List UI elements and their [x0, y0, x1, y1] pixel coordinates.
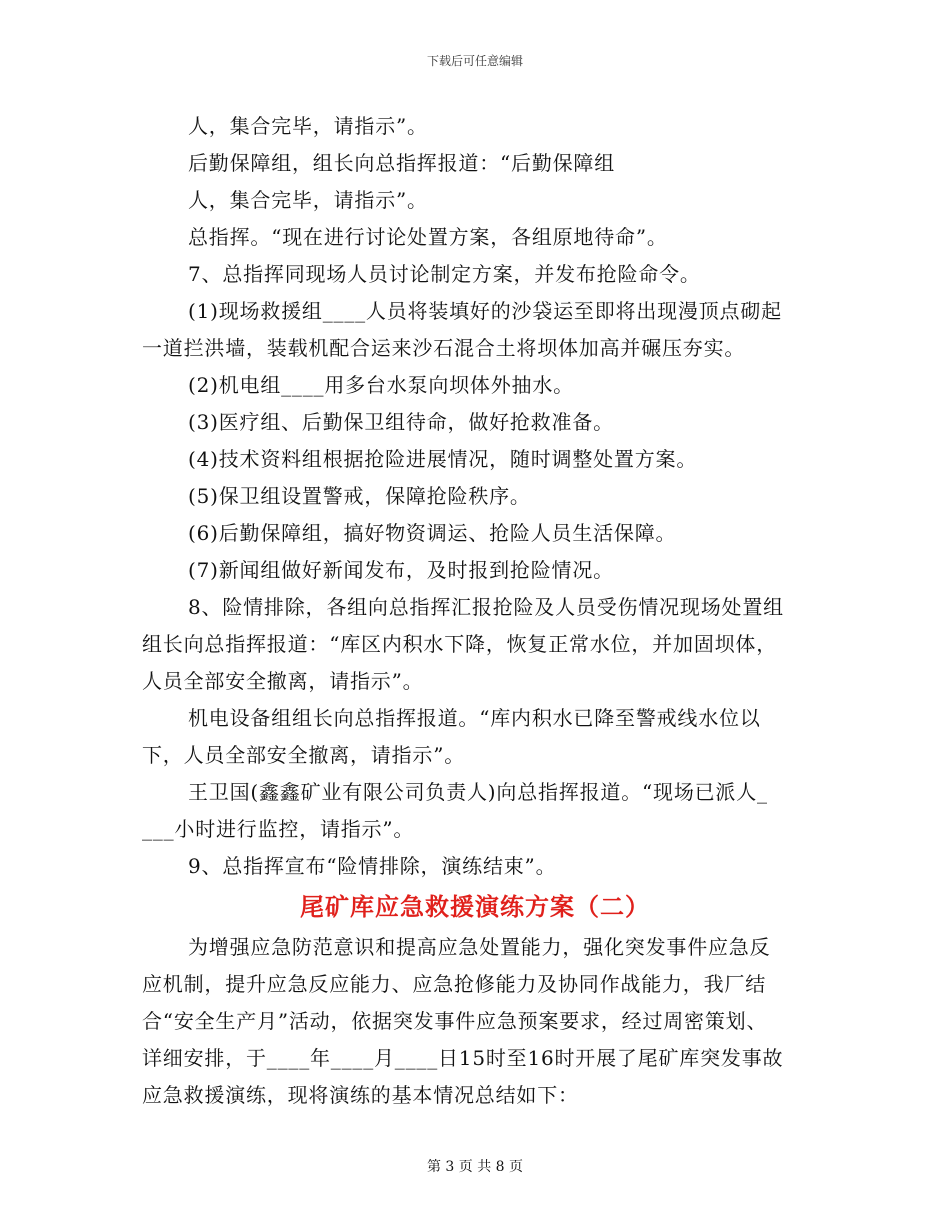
text-line: 人员全部安全撤离，请指示”。: [142, 669, 424, 693]
text-line: 王卫国(鑫鑫矿业有限公司负责人)向总指挥报道。“现场已派人_: [188, 780, 768, 804]
text-line: 下，人员全部安全撤离，请指示”。: [142, 743, 466, 767]
text-line: (5)保卫组设置警戒，保障抢险秩序。: [188, 484, 531, 508]
text-line: 人，集合完毕，请指示”。: [188, 114, 428, 138]
text-line: 合“安全生产月”活动，依据突发事件应急预案要求，经过周密策划、: [142, 1009, 768, 1033]
text-line: 9、总指挥宣布“险情排除，演练结束”。: [188, 854, 557, 878]
text-line: (3)医疗组、后勤保卫组待命，做好抢救准备。: [188, 410, 614, 434]
text-line: 组长向总指挥报道：“库区内积水下降，恢复正常水位，并加固坝体，: [142, 632, 778, 656]
text-line: 一道拦洪墙，装载机配合运来沙石混合土将坝体加高并碾压夯实。: [142, 336, 746, 360]
text-line: 应机制，提升应急反应能力、应急抢修能力及协同作战能力，我厂结: [142, 972, 766, 996]
text-line: ___小时进行监控，请指示”。: [142, 817, 415, 841]
text-line: (7)新闻组做好新闻发布，及时报到抢险情况。: [188, 558, 614, 582]
text-line: 总指挥。“现在进行讨论处置方案，各组原地待命”。: [188, 225, 668, 249]
text-line: 人，集合完毕，请指示”。: [188, 188, 428, 212]
page-footer: 第 3 页 共 8 页: [426, 1159, 524, 1175]
text-line: 8、险情排除，各组向总指挥汇报抢险及人员受伤情况现场处置组: [188, 595, 784, 619]
text-line: 为增强应急防范意识和提高应急处置能力，强化突发事件应急反: [188, 935, 771, 959]
text-line: 应急救援演练，现将演练的基本情况总结如下：: [142, 1083, 579, 1107]
text-line: 7、总指挥同现场人员讨论制定方案，并发布抢险命令。: [188, 262, 701, 286]
text-line: (1)现场救援组____人员将装填好的沙袋运至即将出现漫顶点砌起: [188, 299, 782, 323]
text-line: (6)后勤保障组，搞好物资调运、抢险人员生活保障。: [188, 521, 677, 545]
text-line: 机电设备组组长向总指挥报道。“库内积水已降至警戒线水位以: [188, 706, 761, 730]
text-line: (4)技术资料组根据抢险进展情况，随时调整处置方案。: [188, 447, 698, 471]
page-header: 下载后可任意编辑: [426, 54, 523, 68]
text-line: 后勤保障组，组长向总指挥报道：“后勤保障组: [188, 151, 616, 175]
text-line: (2)机电组____用多台水泵向坝体外抽水。: [188, 373, 574, 397]
section-title: 尾矿库应急救援演练方案（二）: [300, 892, 650, 921]
text-line: 详细安排，于____年____月____日15时至16时开展了尾矿库突发事故: [142, 1046, 784, 1070]
